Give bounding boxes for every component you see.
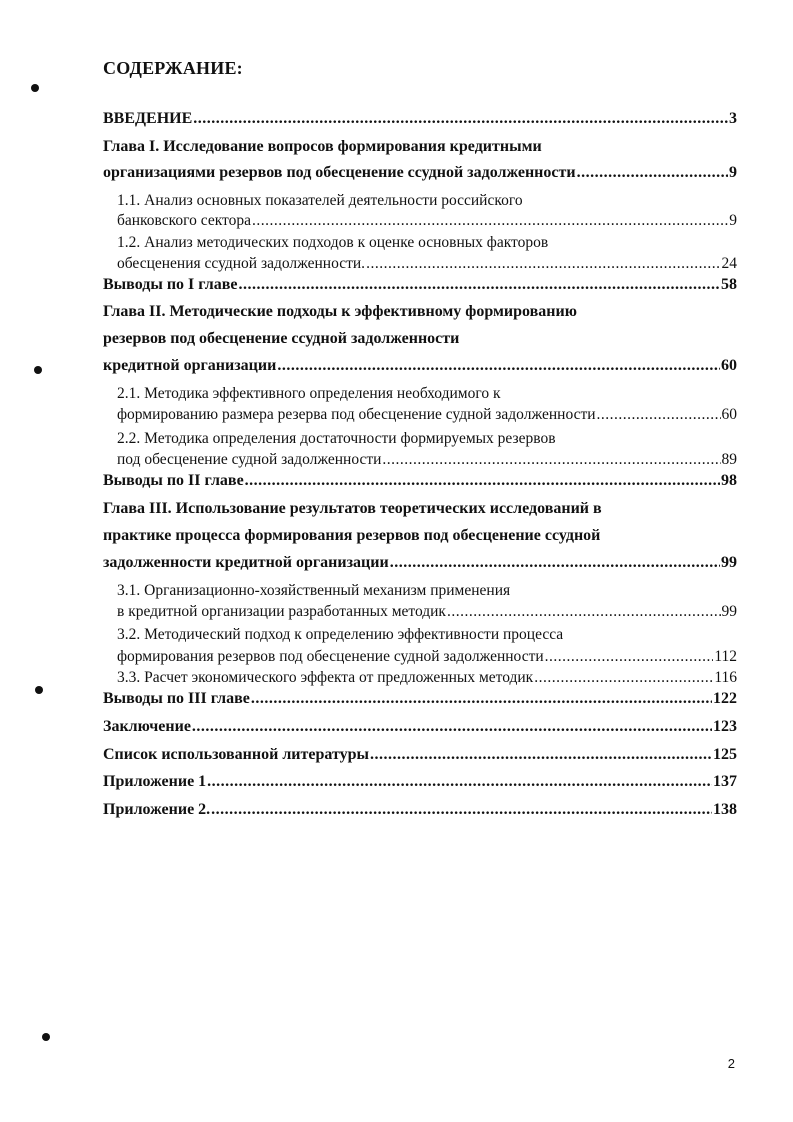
- toc-entry-introduction[interactable]: [103, 110, 737, 128]
- toc-entry-section-3-1[interactable]: [117, 603, 737, 621]
- toc-entry-section-3-2[interactable]: [117, 648, 737, 666]
- binder-hole-mark: [31, 84, 39, 92]
- dot-leader: [447, 603, 721, 621]
- toc-entry-text: обесценения ссудной задолженности.: [117, 255, 366, 272]
- toc-entry-conclusion[interactable]: [103, 718, 737, 736]
- toc-chapter-1-lead: Глава I. Исследование вопросов формирования кредитными: [103, 138, 542, 155]
- toc-entry-bibliography[interactable]: [103, 746, 737, 764]
- toc-section-1-1-lead: 1.1. Анализ основных показателей деятельности российского: [117, 192, 523, 209]
- dot-leader: [545, 648, 714, 666]
- toc-page-number: 9: [729, 212, 737, 229]
- dot-leader: [251, 690, 712, 708]
- toc-page-number: 112: [714, 648, 737, 665]
- toc-chapter-2-lead: Глава II. Методические подходы к эффективному формированию: [103, 303, 577, 320]
- toc-entry-appendix-1[interactable]: [103, 773, 737, 791]
- toc-page-number: 98: [721, 472, 737, 489]
- dot-leader: [370, 746, 712, 764]
- binder-hole-mark: [42, 1033, 50, 1041]
- dot-leader: [211, 801, 712, 819]
- dot-leader: [366, 255, 720, 273]
- toc-entry-text: Выводы по III главе: [103, 690, 250, 707]
- dot-leader: [238, 276, 720, 294]
- toc-entry-conclusions-2[interactable]: [103, 472, 737, 490]
- dot-leader: [192, 718, 712, 736]
- dot-leader: [534, 669, 713, 687]
- toc-entry-section-3-3[interactable]: [117, 669, 737, 687]
- toc-chapter-2-lead-2: резервов под обесценение ссудной задолженности: [103, 330, 460, 347]
- toc-page-number: 9: [729, 164, 737, 181]
- toc-page-number: 58: [721, 276, 737, 293]
- toc-chapter-3-lead-2: практике процесса формирования резервов под обесценение ссудной: [103, 527, 601, 544]
- toc-entry-text: Приложение 1: [103, 773, 207, 790]
- toc-page-number: 60: [721, 357, 737, 374]
- toc-entry-section-2-2[interactable]: [117, 451, 737, 469]
- toc-entry-text: Заключение: [103, 718, 191, 735]
- toc-entry-text: Выводы по II главе: [103, 472, 244, 489]
- toc-entry-text: банковского сектора: [117, 212, 251, 229]
- dot-leader: [382, 451, 720, 469]
- page-number: 2: [727, 1056, 735, 1071]
- toc-entry-text: ВВЕДЕНИЕ: [103, 110, 193, 127]
- toc-entry-text: задолженности кредитной организации: [103, 554, 389, 571]
- toc-title: СОДЕРЖАНИЕ:: [103, 58, 243, 78]
- toc-entry-text: 3.3. Расчет экономического эффекта от предложенных методик: [117, 669, 534, 686]
- dot-leader: [193, 110, 728, 128]
- dot-leader: [252, 212, 728, 230]
- toc-section-3-1-lead: 3.1. Организационно-хозяйственный механизм применения: [117, 582, 511, 599]
- toc-entry-text: кредитной организации: [103, 357, 277, 374]
- binder-hole-mark: [34, 366, 42, 374]
- toc-page-number: 99: [721, 554, 737, 571]
- toc-page-number: 24: [721, 255, 737, 272]
- toc-section-2-2-lead: 2.2. Методика определения достаточности формируемых резервов: [117, 430, 556, 447]
- dot-leader: [207, 773, 712, 791]
- toc-page-number: 122: [713, 690, 737, 707]
- toc-page-number: 3: [729, 110, 737, 127]
- toc-entry-text: в кредитной организации разработанных методик: [117, 603, 446, 620]
- toc-entry-conclusions-1[interactable]: [103, 276, 737, 294]
- dot-leader: [597, 406, 721, 424]
- toc-section-2-1-lead: 2.1. Методика эффективного определения необходимого к: [117, 385, 501, 402]
- toc-section-3-2-lead: 3.2. Методический подход к определению эффективности процесса: [117, 626, 564, 643]
- dot-leader: [390, 554, 720, 572]
- toc-page-number: 137: [713, 773, 737, 790]
- toc-entry-chapter-2[interactable]: [103, 357, 737, 375]
- toc-page-number: 60: [721, 406, 737, 423]
- toc-page-number: 116: [714, 669, 737, 686]
- toc-entry-text: организациями резервов под обесценение ссудной задолженности: [103, 164, 576, 181]
- toc-entry-appendix-2[interactable]: [103, 801, 737, 819]
- toc-entry-text: формированию размера резерва под обесценение судной задолженности: [117, 406, 596, 423]
- toc-entry-section-1-2[interactable]: [117, 255, 737, 273]
- dot-leader: [577, 164, 728, 182]
- toc-entry-text: Выводы по I главе: [103, 276, 238, 293]
- toc-page-number: 123: [713, 718, 737, 735]
- toc-page-number: 99: [721, 603, 737, 620]
- toc-entry-text: формирования резервов под обесценение судной задолженности: [117, 648, 544, 665]
- toc-page-number: 125: [713, 746, 737, 763]
- dot-leader: [277, 357, 720, 375]
- toc-entry-chapter-1[interactable]: [103, 164, 737, 182]
- toc-entry-text: Список использованной литературы: [103, 746, 369, 763]
- dot-leader: [245, 472, 720, 490]
- toc-entry-section-1-1[interactable]: [117, 212, 737, 230]
- toc-entry-text: под обесценение судной задолженности: [117, 451, 382, 468]
- binder-hole-mark: [35, 686, 43, 694]
- toc-page-number: 138: [713, 801, 737, 818]
- toc-entry-conclusions-3[interactable]: [103, 690, 737, 708]
- toc-entry-section-2-1[interactable]: [117, 406, 737, 424]
- toc-chapter-3-lead: Глава III. Использование результатов теоретических исследований в: [103, 500, 602, 517]
- toc-entry-chapter-3[interactable]: [103, 554, 737, 572]
- toc-entry-text: Приложение 2.: [103, 801, 211, 818]
- toc-page-number: 89: [721, 451, 737, 468]
- toc-section-1-2-lead: 1.2. Анализ методических подходов к оценке основных факторов: [117, 234, 549, 251]
